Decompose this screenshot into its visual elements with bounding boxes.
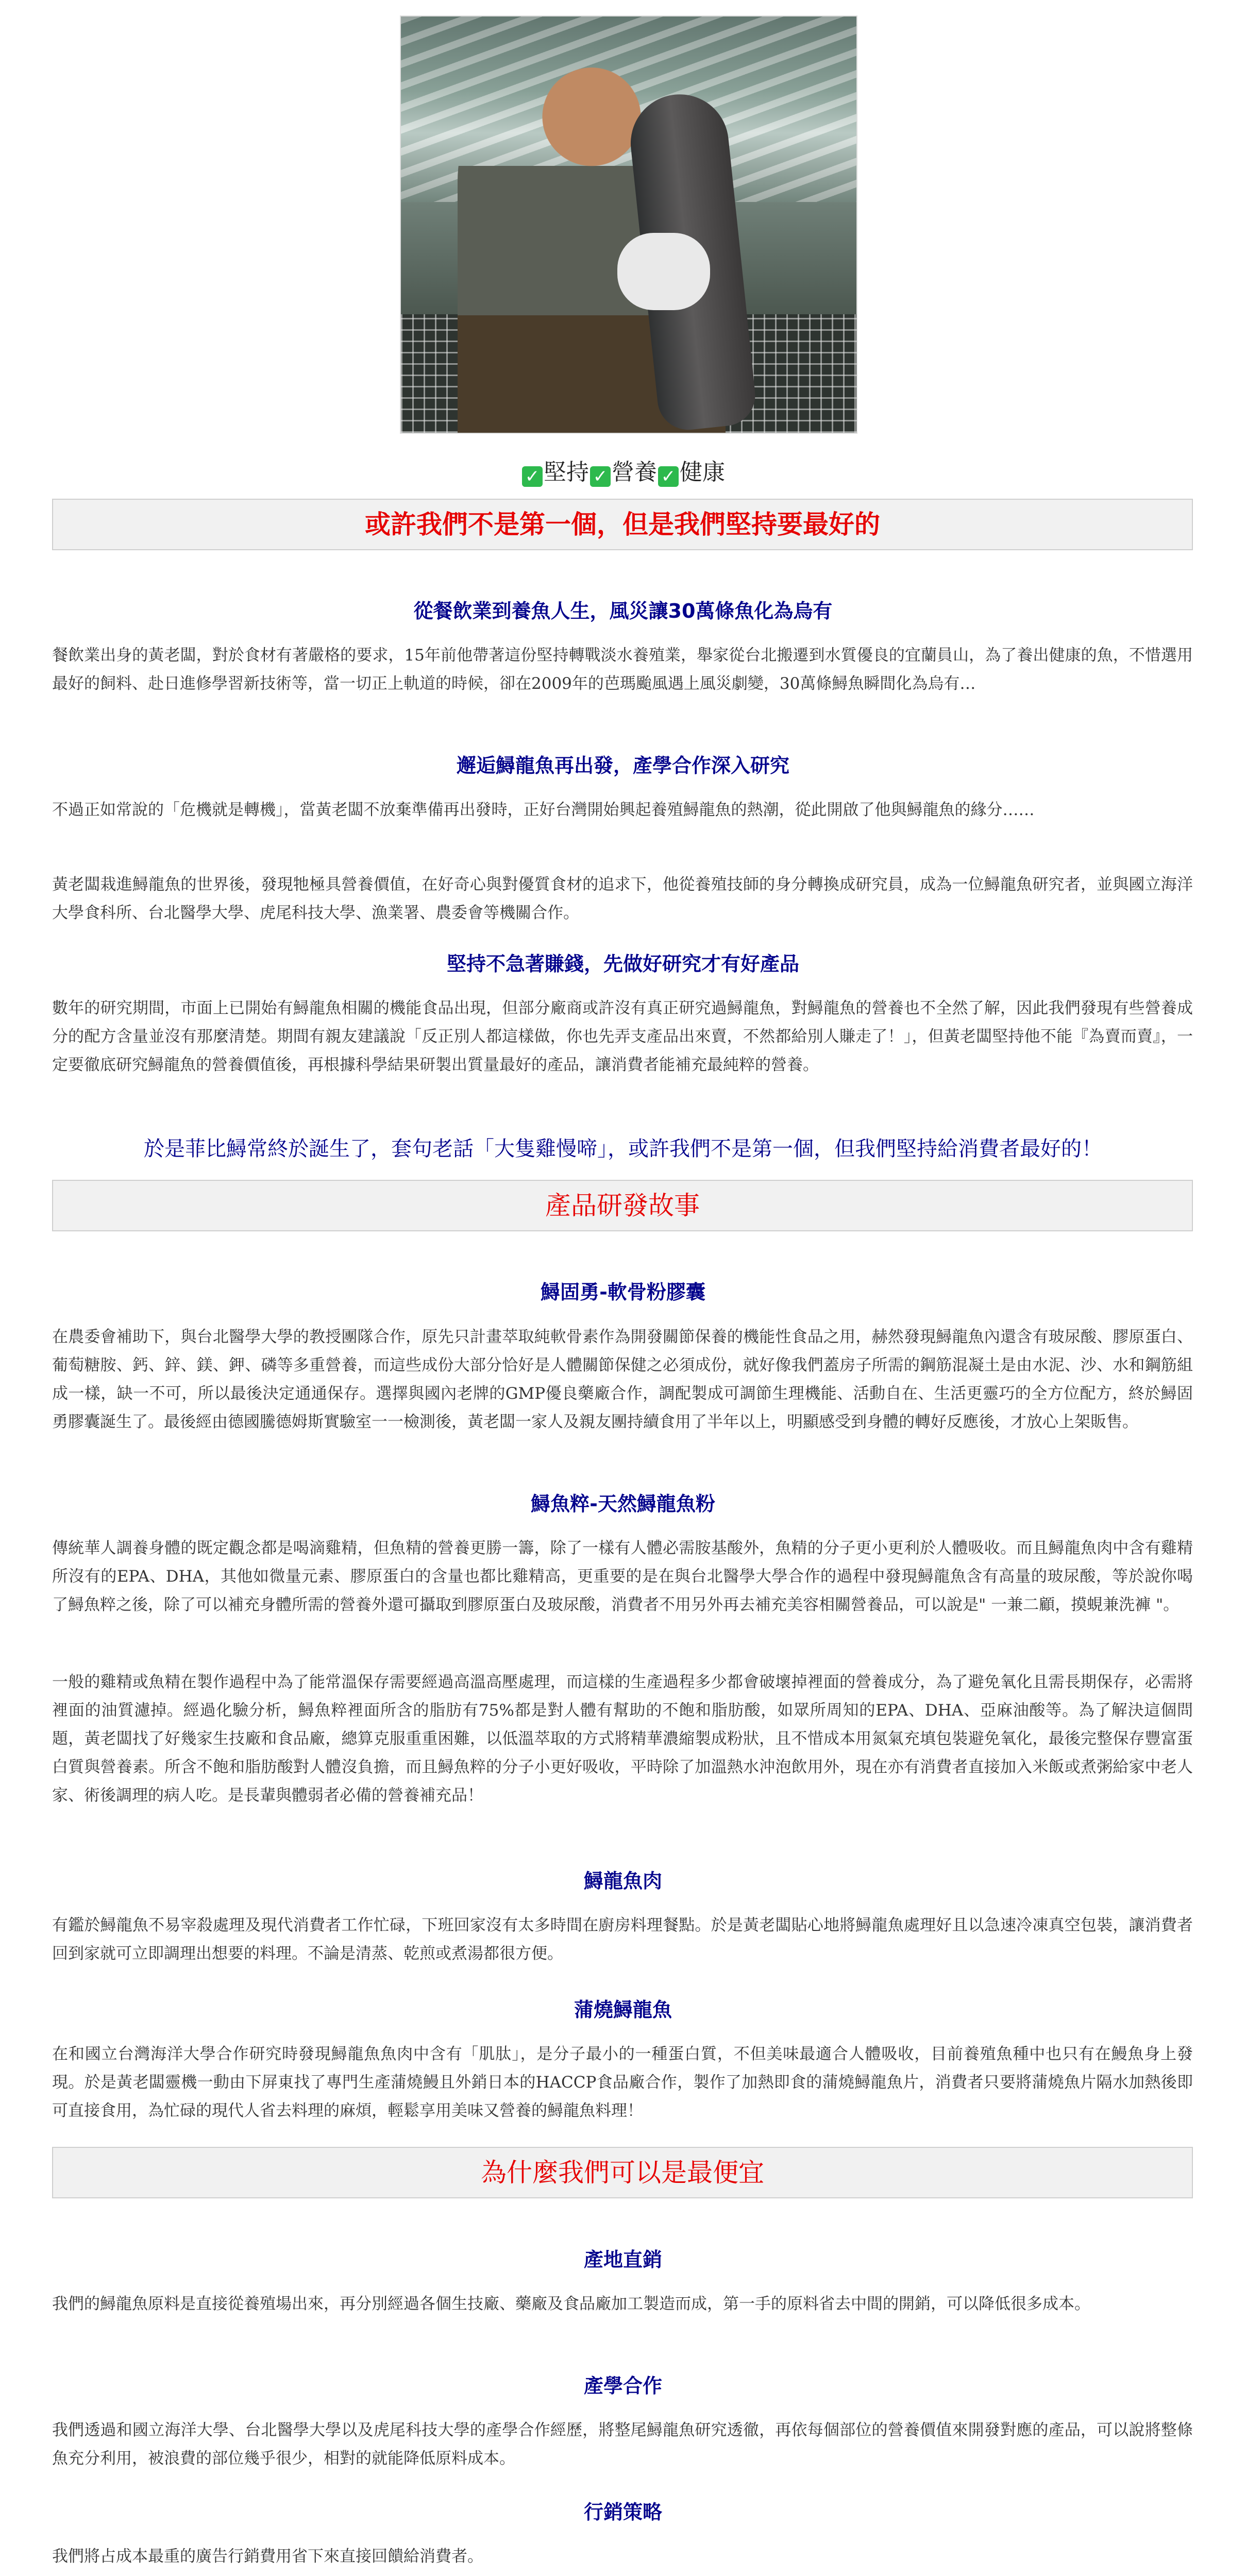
section-title-research: 堅持不急著賺錢，先做好研究才有好產品: [446, 953, 799, 975]
product-title-powder: 鱘魚粹-天然鱘龍魚粉: [531, 1493, 715, 1515]
product-text-meat: 有鑑於鱘龍魚不易宰殺處理及現代消費者工作忙碌，下班回家沒有太多時間在廚房料理餐點。於是黃老闆貼心地將鱘龍魚處理好且以急速冷凍真空包裝，讓消費者回到家就可立即調理出想要的料理。不論是清蒸、乾煎或煮湯都很方便。: [52, 1916, 1193, 1963]
product-text-kabayaki: 在和國立台灣海洋大學合作研究時發現鱘龍魚魚肉中含有「肌肽」，是分子最小的一種蛋白質，不但美味最適合人體吸收，目前養殖魚種中也只有在鰻魚身上發現。於是黃老闆靈機一動由下屏東找了專門生產蒲燒鰻且外銷日本的HACCP食品廠合作，製作了加熱即食的蒲燒鱘龍魚片，消費者只要將蒲燒魚片隔水加熱後即可直接食用，為忙碌的現代人省去料理的麻煩，輕鬆享用美味又營養的鱘龍魚料理！: [52, 2045, 1193, 2120]
reason-text-marketing-1: 我們將占成本最重的廣告行銷費用省下來直接回饋給消費者。: [52, 2547, 483, 2566]
tag-health: 健康: [680, 459, 725, 485]
reason-title-marketing: 行銷策略: [583, 2501, 662, 2523]
reason-title-academic: 產學合作: [583, 2375, 662, 2397]
product-title-capsule: 鱘固勇-軟骨粉膠囊: [541, 1281, 705, 1303]
farmer-holding-sturgeon-photo: [400, 15, 857, 434]
check-icon: ✓: [590, 466, 611, 487]
tag-nutrition: 營養: [612, 459, 657, 485]
product-title-kabayaki: 蒲燒鱘龍魚: [574, 1998, 672, 2021]
banner-story: 產品研發故事: [52, 1180, 1193, 1231]
reason-text-academic: 我們透過和國立海洋大學、台北醫學大學以及虎尾科技大學的產學合作經歷，將整尾鱘龍魚研究透徹，再依每個部位的營養價值來開發對應的產品，可以說將整條魚充分利用，被浪費的部位幾乎很少，相對的就能降低原料成本。: [52, 2421, 1193, 2468]
product-text-powder-2: 一般的雞精或魚精在製作過程中為了能常溫保存需要經過高溫高壓處理，而這樣的生產過程多少都會破壞掉裡面的營養成分，為了避免氧化且需長期保存，必需將裡面的油質濾掉。經過化驗分析，鱘魚粹裡面所含的脂肪有75%都是對人體有幫助的不飽和脂肪酸，如眾所周知的EPA、DHA、亞麻油酸等。為了解決這個問題，黃老闆找了好幾家生技廠和食品廠，總算克服重重困難，以低溫萃取的方式將精華濃縮製成粉狀，且不惜成本用氮氣充填包裝避免氧化，最後完整保存豐富蛋白質與營養素。所含不飽和脂肪酸對人體沒負擔，而且鱘魚粹的分子小更好吸收，平時除了加溫熱水沖泡飲用外，現在亦有消費者直接加入米飯或煮粥給家中老人家、術後調理的病人吃。是長輩與體弱者必備的營養補充品！: [52, 1673, 1193, 1805]
section-text-research: 數年的研究期間，市面上已開始有鱘龍魚相關的機能食品出現，但部分廠商或許沒有真正研究過鱘龍魚，對鱘龍魚的營養也不全然了解，因此我們發現有些營養成分的配方含量並沒有那麼清楚。期間有親友建議說「反正別人都這樣做，你也先弄支產品出來賣，不然都給別人賺走了！」，但黃老闆堅持他不能『為賣而賣』，一定要徹底研究鱘龍魚的營養價值後，再根據科學結果研製出質量最好的產品，讓消費者能補充最純粹的營養。: [52, 999, 1193, 1074]
photo-glove: [617, 233, 710, 310]
section-text-sturgeon-2: 黃老闆栽進鱘龍魚的世界後，發現牠極具營養價值，在好奇心與對優質食材的追求下，他從養殖技師的身分轉換成研究員，成為一位鱘龍魚研究者，並與國立海洋大學食科所、台北醫學大學、虎尾科技大學、漁業署、農委會等機關合作。: [52, 875, 1193, 922]
banner-cheapest: 為什麼我們可以是最便宜: [52, 2147, 1193, 2198]
check-icon: ✓: [522, 466, 543, 487]
reason-text-direct: 我們的鱘龍魚原料是直接從養殖場出來，再分別經過各個生技廠、藥廠及食品廠加工製造而成，第一手的原料省去中間的開銷，可以降低很多成本。: [52, 2295, 1090, 2313]
tag-persistence: 堅持: [544, 459, 589, 485]
tagline: [0, 453, 1246, 487]
check-icon: ✓: [658, 466, 679, 487]
reason-title-direct: 產地直銷: [583, 2248, 662, 2271]
section-text-origin: 餐飲業出身的黃老闆，對於食材有著嚴格的要求，15年前他帶著這份堅持轉戰淡水養殖業，舉家從台北搬遷到水質優良的宜蘭員山，為了養出健康的魚，不惜選用最好的飼料、赴日進修學習新技術等，當一切正上軌道的時候，卻在2009年的芭瑪颱風遇上風災劇變，30萬條鱘魚瞬間化為烏有…: [52, 646, 1193, 693]
section-title-sturgeon: 邂逅鱘龍魚再出發，產學合作深入研究: [456, 754, 789, 777]
product-text-capsule: 在農委會補助下，與台北醫學大學的教授團隊合作，原先只計畫萃取純軟骨素作為開發關節保養的機能性食品之用，赫然發現鱘龍魚內還含有玻尿酸、膠原蛋白、葡萄糖胺、鈣、鋅、鎂、鉀、磷等多重營養，而這些成份大部分恰好是人體關節保健之必須成份，就好像我們蓋房子所需的鋼筋混凝土是由水泥、沙、水和鋼筋組成一樣，缺一不可，所以最後決定通通保存。選擇與國內老牌的GMP優良藥廠合作，調配製成可調節生理機能、活動自在、生活更靈巧的全方位配方，終於鱘固勇膠囊誕生了。最後經由德國騰德姆斯實驗室一一檢測後，黃老闆一家人及親友團持續食用了半年以上，明顯感受到身體的轉好反應後，才放心上架販售。: [52, 1328, 1193, 1431]
product-title-meat: 鱘龍魚肉: [583, 1870, 662, 1892]
product-text-powder-1: 傳統華人調養身體的既定觀念都是喝滴雞精，但魚精的營養更勝一籌，除了一樣有人體必需胺基酸外，魚精的分子更小更利於人體吸收。而且鱘龍魚肉中含有雞精所沒有的EPA、DHA，其他如微量元素、膠原蛋白的含量也都比雞精高，更重要的是在與台北醫學大學合作的過程中發現鱘龍魚含有高量的玻尿酸，等於說你喝了鱘魚粹之後，除了可以補充身體所需的營養外還可攝取到膠原蛋白及玻尿酸，消費者不用另外再去補充美容相關營養品，可以說是" 一兼二顧，摸蜆兼洗褲 "。: [52, 1539, 1193, 1614]
banner-best: 或許我們不是第一個，但是我們堅持要最好的: [52, 499, 1193, 550]
section-title-origin: 從餐飲業到養魚人生，風災讓30萬條魚化為烏有: [413, 600, 833, 622]
highlight-birth: 於是菲比鱘常終於誕生了，套句老話「大隻雞慢啼」，或許我們不是第一個，但我們堅持給消費者最好的！: [144, 1137, 1102, 1161]
section-text-sturgeon-1: 不過正如常說的「危機就是轉機」，當黃老闆不放棄準備再出發時，正好台灣開始興起養殖鱘龍魚的熱潮，從此開啟了他與鱘龍魚的緣分……: [52, 801, 1035, 819]
